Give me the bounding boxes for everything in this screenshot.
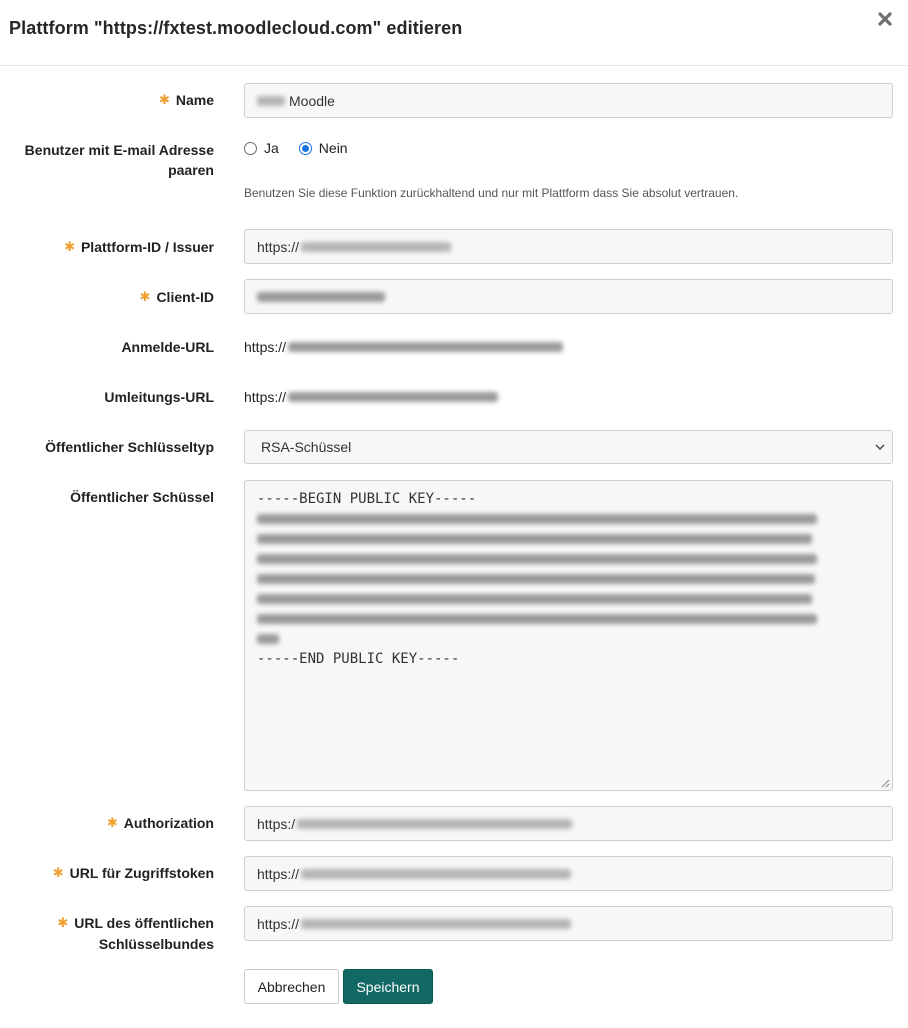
redacted-text <box>301 919 571 929</box>
login-url-value: https:// <box>244 337 563 357</box>
redacted-text <box>257 96 285 106</box>
token-url-label: ✱ URL für Zugriffstoken <box>52 865 214 881</box>
redirect-url-value: https:// <box>244 387 498 407</box>
radio-nein-label[interactable]: Nein <box>318 140 348 156</box>
login-url-label: Anmelde-URL <box>121 339 214 355</box>
save-button[interactable]: Speichern <box>343 969 433 1004</box>
radio-ja[interactable] <box>244 142 257 155</box>
key-begin-line: -----BEGIN PUBLIC KEY----- <box>257 491 477 507</box>
cancel-button[interactable]: Abbrechen <box>244 969 339 1004</box>
client-id-label: ✱ Client-ID <box>139 289 214 305</box>
redacted-key-line <box>257 574 815 584</box>
authorization-label: ✱ Authorization <box>106 815 214 831</box>
key-type-select[interactable]: RSA-Schüssel <box>244 430 893 464</box>
redirect-url-label: Umleitungs-URL <box>104 389 214 405</box>
redacted-key-line <box>257 614 817 624</box>
redacted-text <box>257 292 385 302</box>
pair-email-radio-group <box>244 140 368 156</box>
client-id-input[interactable] <box>244 279 893 314</box>
authorization-input[interactable]: https:/ <box>244 806 893 841</box>
public-key-label: Öffentlicher Schüssel <box>70 489 214 505</box>
pair-email-hint: Benutzen Sie diese Funktion zurückhaltend und nur mit Plattform dass Sie absolut vertrauen. <box>244 186 739 200</box>
redacted-key-line <box>257 554 817 564</box>
key-type-label: Öffentlicher Schlüsseltyp <box>45 439 214 455</box>
resize-handle-icon[interactable] <box>880 778 890 788</box>
redacted-key-line <box>257 634 279 644</box>
redacted-key-line <box>257 534 812 544</box>
name-label: ✱ Name <box>158 92 214 108</box>
radio-ja-label[interactable]: Ja <box>264 140 279 156</box>
redacted-text <box>288 392 498 402</box>
redacted-key-line <box>257 514 817 524</box>
token-url-input[interactable]: https:// <box>244 856 893 891</box>
close-button[interactable] <box>872 6 898 32</box>
public-key-textarea[interactable] <box>244 480 893 791</box>
redacted-text <box>301 242 451 252</box>
name-input[interactable]: Moodle <box>244 83 893 118</box>
key-end-line: -----END PUBLIC KEY----- <box>257 651 460 667</box>
pair-email-label: Benutzer mit E-mail Adresse paaren <box>24 142 214 178</box>
close-icon <box>877 11 893 27</box>
jwks-url-label: ✱ URL des öffentlichen Schlüsselbundes <box>57 915 214 952</box>
redacted-text <box>297 819 572 829</box>
platform-id-input[interactable]: https:// <box>244 229 893 264</box>
radio-nein[interactable] <box>299 142 312 155</box>
dialog-title: Plattform "https://fxtest.moodlecloud.com" editieren <box>9 18 463 38</box>
jwks-url-input[interactable]: https:// <box>244 906 893 941</box>
chevron-down-icon <box>874 441 886 453</box>
redacted-text <box>288 342 563 352</box>
platform-id-label: ✱ Plattform-ID / Issuer <box>64 239 214 255</box>
required-marker: ✱ <box>158 92 170 107</box>
redacted-text <box>301 869 571 879</box>
dialog-header <box>0 0 908 66</box>
redacted-key-line <box>257 594 812 604</box>
